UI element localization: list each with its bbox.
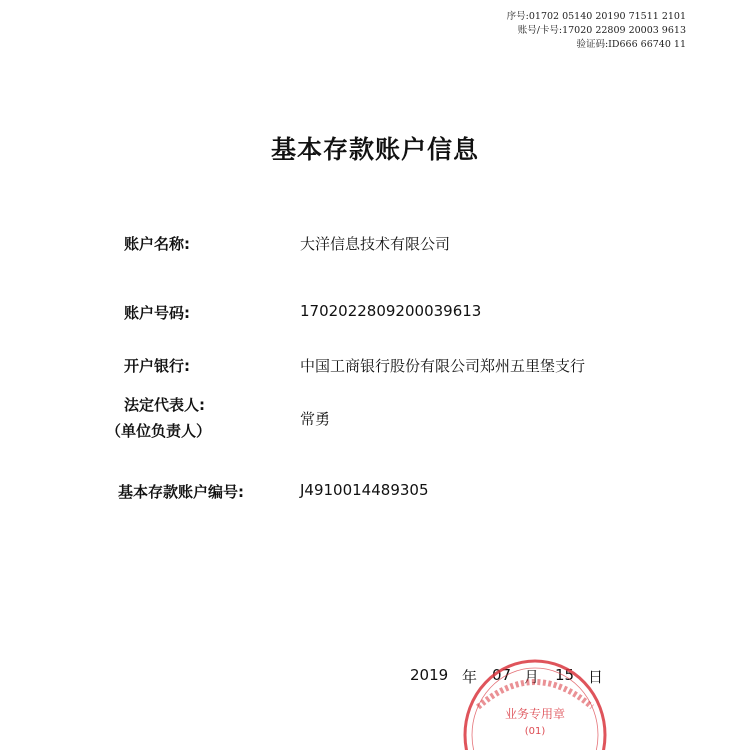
bank-label: 开户银行: bbox=[124, 357, 190, 375]
unit-head-label: （单位负责人） bbox=[106, 422, 212, 440]
stamp-code: (01) bbox=[524, 726, 546, 737]
account-name-value: 大洋信息技术有限公司 bbox=[300, 235, 451, 253]
verification-code: 验证码:ID666 66740 11 bbox=[576, 39, 686, 50]
legal-rep-label: 法定代表人: bbox=[124, 396, 205, 414]
date-year: 2019 bbox=[410, 666, 449, 684]
account-card-number: 账号/卡号:17020 22809 20003 9613 bbox=[517, 25, 686, 36]
account-name-label: 账户名称: bbox=[124, 235, 190, 253]
legal-rep-value: 常勇 bbox=[300, 410, 331, 428]
license-number-label: 基本存款账户编号: bbox=[118, 483, 244, 501]
stamp-text: 业务专用章 bbox=[504, 707, 566, 721]
license-number-value: J4910014489305 bbox=[300, 481, 429, 499]
header-serials bbox=[507, 10, 686, 52]
date-day-unit: 日 bbox=[588, 668, 604, 686]
bank-value: 中国工商银行股份有限公司郑州五里堡支行 bbox=[300, 357, 586, 375]
bank-seal-stamp bbox=[460, 655, 610, 750]
date-day: 15 bbox=[555, 666, 575, 684]
date-month-unit: 月 bbox=[524, 668, 540, 686]
date-month: 07 bbox=[492, 666, 512, 684]
account-number-label: 账户号码: bbox=[124, 304, 190, 322]
account-number-value: 1702022809200039613 bbox=[300, 302, 482, 320]
date-year-unit: 年 bbox=[462, 668, 478, 686]
page-title: 基本存款账户信息 bbox=[270, 135, 479, 164]
serial-number: 序号:01702 05140 20190 71511 2101 bbox=[506, 11, 686, 22]
